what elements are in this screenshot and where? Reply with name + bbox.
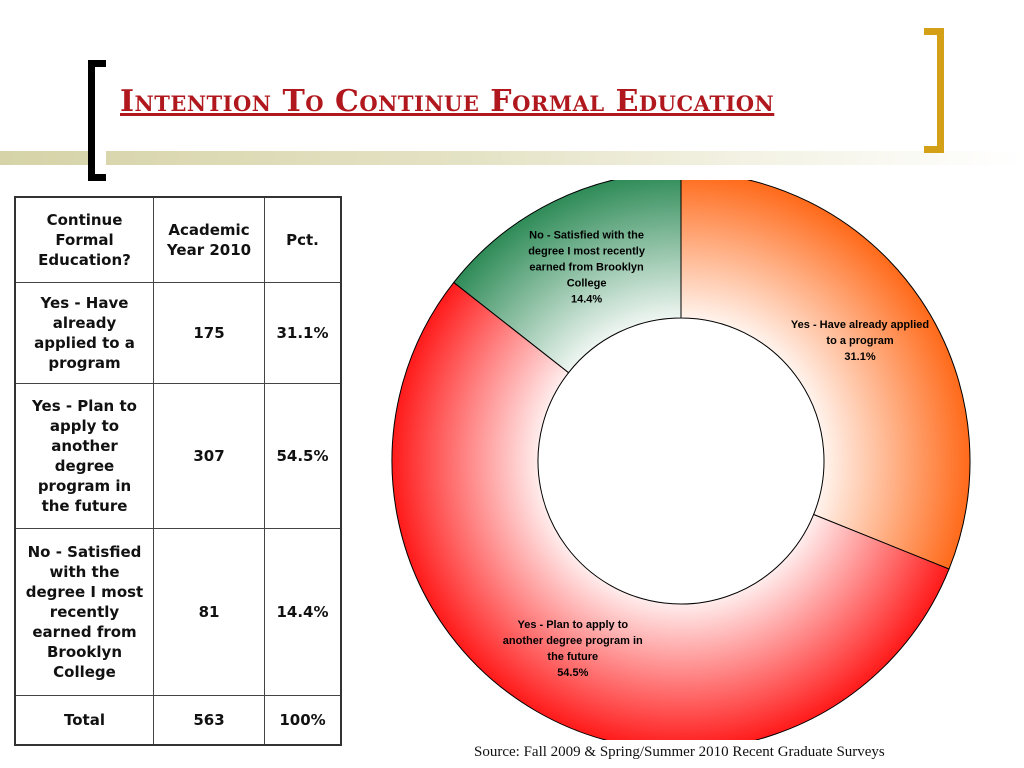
row-count: 81 — [154, 529, 265, 696]
table-header-row — [15, 197, 341, 283]
donut-chart-svg — [380, 180, 980, 740]
header-pct: Pct. — [265, 197, 342, 283]
left-bracket-decoration — [88, 60, 106, 181]
table-row — [15, 529, 341, 696]
total-label: Total — [15, 696, 154, 746]
row-category: Yes - Plan to apply to another degree program in the future — [15, 384, 154, 529]
slice-label: No - Satisfied with the degree I most recently earned from Brooklyn College 14.4% — [528, 229, 645, 306]
slice-label: Yes - Have already applied to a program 31.1% — [790, 319, 930, 364]
row-pct: 14.4% — [265, 529, 342, 696]
data-table — [14, 196, 342, 746]
total-count: 563 — [154, 696, 265, 746]
row-pct: 54.5% — [265, 384, 342, 529]
decorative-band — [0, 151, 1024, 165]
row-category: Yes - Have already applied to a program — [15, 283, 154, 384]
row-count: 307 — [154, 384, 265, 529]
table-row — [15, 283, 341, 384]
source-note: Source: Fall 2009 & Spring/Summer 2010 Recent Graduate Surveys — [474, 744, 885, 760]
slice-label: Yes - Plan to apply to another degree program in the future 54.5% — [502, 618, 643, 679]
row-count: 175 — [154, 283, 265, 384]
table-total-row — [15, 696, 341, 746]
slide-title: Intention To Continue Formal Education — [120, 84, 775, 119]
header-category: Continue Formal Education? — [15, 197, 154, 283]
row-pct: 31.1% — [265, 283, 342, 384]
donut-chart — [380, 180, 980, 740]
donut-slice — [681, 180, 970, 569]
header-academic-year: Academic Year 2010 — [154, 197, 265, 283]
table-row — [15, 384, 341, 529]
row-category: No - Satisfied with the degree I most recently earned from Brooklyn College — [15, 529, 154, 696]
right-bracket-decoration — [924, 28, 944, 153]
total-pct: 100% — [265, 696, 342, 746]
